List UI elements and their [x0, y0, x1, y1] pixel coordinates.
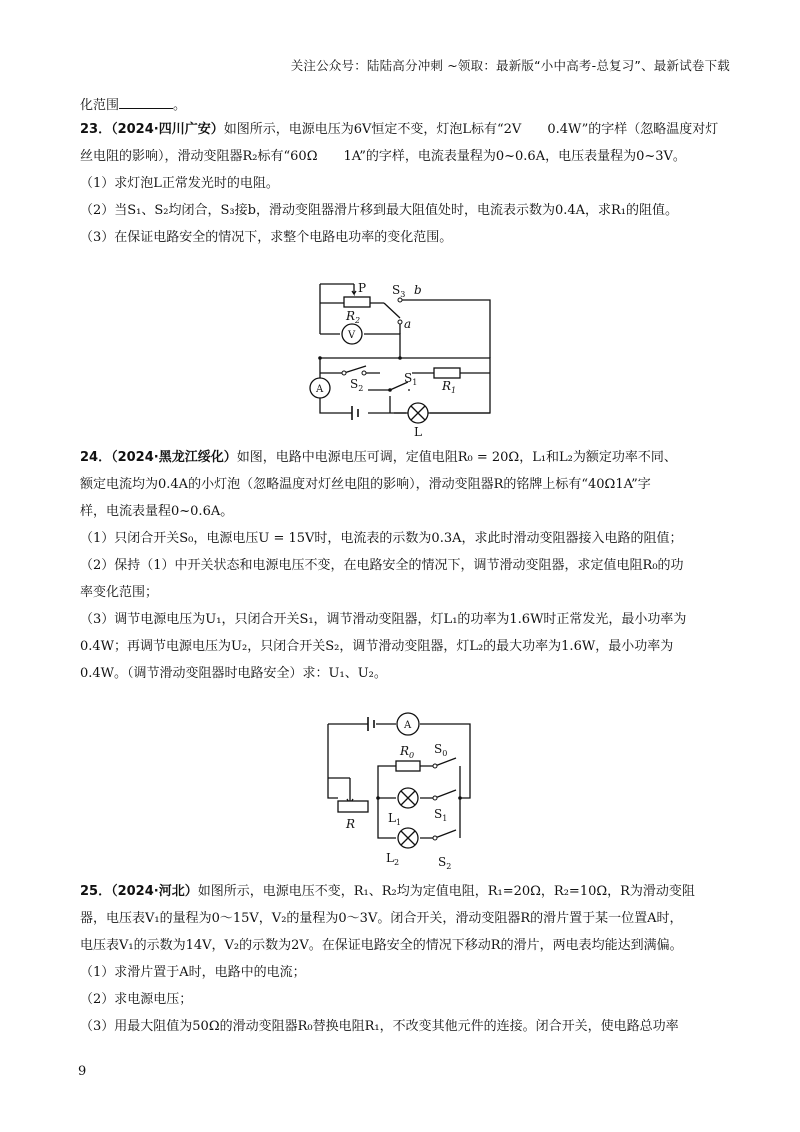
label-r: R: [346, 817, 356, 831]
q24-stem-line-3: 样，电流表量程0~0.6A。: [80, 504, 234, 519]
label-b: b: [414, 283, 422, 297]
terminal-a: [398, 320, 402, 324]
q24-part-1: （1）只闭合开关S₀，电源电压U = 15V时，电流表的示数为0.3A，求此时滑动变阻器接入电路的阻值；: [80, 531, 683, 546]
label-ammeter: A: [316, 384, 324, 395]
junction: [458, 796, 462, 800]
q25-source: （2024·河北）: [111, 884, 198, 899]
label-a: a: [404, 317, 412, 331]
label-l: L: [414, 425, 422, 438]
page-number: 9: [78, 1064, 87, 1079]
switch-contact: [433, 796, 437, 800]
q24-part-3-line-2: 0.4W；再调节电源电压为U₂，只闭合开关S₂，调节滑动变阻器，灯L₂的最大功率为1.6W，最小功率为: [80, 639, 674, 654]
q24-number: 24．: [80, 450, 112, 465]
label-s2: $S_2$: [438, 855, 452, 871]
q23-part-1: （1）求灯泡L正常发光时的电阻。: [80, 176, 279, 191]
label-s1: $S_1$: [404, 371, 418, 387]
q24-source: （2024·黑龙江绥化）: [111, 450, 237, 465]
slider-arrow: [352, 284, 356, 294]
q25-line-1-text: 如图所示，电源电压不变，R₁、R₂均为定值电阻，R₁=20Ω，R₂=10Ω，R为滑动变阻: [197, 884, 695, 899]
q23-stem-text: 如图所示，电源电压为6V恒定不变，灯泡L标有“2V 0.4W”的字样（忽略温度对灯丝电阻的影响），滑动变阻器R₂标有“60Ω 1A”的字样，电流表量程为0~0.6A，电压表量程为0~3V。: [80, 122, 719, 164]
q24-stem-line-2: 额定电流均为0.4A的小灯泡（忽略温度对灯丝电阻的影响），滑动变阻器R的铭牌上标有“40Ω1A”字: [80, 477, 651, 492]
s2-contact: [362, 371, 366, 375]
s3-blade: [384, 303, 400, 318]
q25-stem-line-3: 电压表V₁的示数为14V，V₂的示数为2V。在保证电路安全的情况下移动R的滑片，两电表均能达到满偏。: [80, 938, 683, 953]
answer-blank: [119, 94, 173, 109]
intro-suffix: 。: [173, 98, 187, 113]
q23-circuit-diagram: [300, 278, 510, 438]
q24-circuit-diagram: [320, 708, 490, 876]
page-header: 关注公众号：陆陆高分冲刺 ~领取：最新版“小中高考-总复习”、最新试卷下载: [290, 58, 730, 73]
r-rheostat: [338, 801, 368, 812]
junction: [376, 796, 380, 800]
q25-part-2: （2）求电源电压；: [80, 992, 193, 1007]
q23-part-3: （3）在保证电路安全的情况下，求整个电路电功率的变化范围。: [80, 230, 453, 245]
switch-contact: [433, 836, 437, 840]
q24-line-1-text: 如图，电路中电源电压可调，定值电阻R₀ = 20Ω，L₁和L₂为额定功率不同、: [236, 450, 677, 465]
junction: [318, 356, 322, 360]
r2-resistor: [344, 297, 370, 307]
r0-resistor: [396, 761, 420, 771]
junction: [388, 388, 392, 392]
q25-stem-line-1: [80, 878, 730, 905]
q23-source: （2024·四川广安）: [111, 122, 224, 137]
q23-number: 23．: [80, 122, 112, 137]
battery-symbol: [368, 717, 374, 731]
q24-stem-line-1: [80, 444, 730, 471]
label-r2: $R_2$: [346, 309, 361, 325]
intro-line: [80, 94, 730, 116]
q25-number: 25．: [80, 884, 112, 899]
question-25: [80, 878, 730, 1040]
q25-stem-line-2: 器，电压表V₁的量程为0～15V，V₂的量程为0～3V。闭合开关，滑动变阻器R的滑片置于某一位置A时，: [80, 911, 683, 926]
question-23: [80, 116, 730, 251]
label-r0: $R_0$: [400, 744, 415, 760]
question-24: [80, 444, 730, 687]
battery-symbol: [352, 406, 358, 420]
intro-text: 化范围: [80, 98, 120, 113]
r1-resistor: [434, 368, 460, 378]
label-l2: $L_2$: [386, 851, 400, 867]
q23-stem: [80, 116, 730, 170]
q24-part-2-line-2: 率变化范围；: [80, 585, 159, 600]
q23-part-2: （2）当S₁、S₂均闭合，S₃接b，滑动变阻器滑片移到最大阻值处时，电流表示数为0.4A，求R₁的阻值。: [80, 203, 679, 218]
junction: [398, 356, 402, 360]
switch-contact: [433, 764, 437, 768]
label-s2: $S_2$: [350, 377, 364, 393]
label-v: V: [348, 330, 356, 341]
q25-part-1: （1）求滑片置于A时，电路中的电流；: [80, 965, 306, 980]
label-p: P: [358, 281, 367, 295]
label-s3: $S_3$: [392, 283, 406, 299]
label-s0: $S_0$: [434, 742, 448, 758]
q24-part-3-line-1: （3）调节电源电压为U₁，只闭合开关S₁，调节滑动变阻器，灯L₁的功率为1.6W时正常发光，最小功率为: [80, 612, 687, 627]
s2-contact: [342, 371, 346, 375]
label-s1: $S_1$: [434, 807, 448, 823]
label-r1: $R_1$: [442, 379, 457, 395]
q24-part-3-line-3: 0.4W。（调节滑动变阻器时电路安全）求：U₁、U₂。: [80, 666, 387, 681]
label-ammeter: A: [404, 720, 412, 731]
label-l1: $L_1$: [388, 811, 402, 827]
q25-part-3: （3）用最大阻值为50Ω的滑动变阻器R₀替换电阻R₁，不改变其他元件的连接。闭合开关，使电路总功率: [80, 1019, 679, 1034]
q24-part-2-line-1: （2）保持（1）中开关状态和电源电压不变，在电路安全的情况下，调节滑动变阻器，求定值电阻R₀的功: [80, 558, 684, 573]
